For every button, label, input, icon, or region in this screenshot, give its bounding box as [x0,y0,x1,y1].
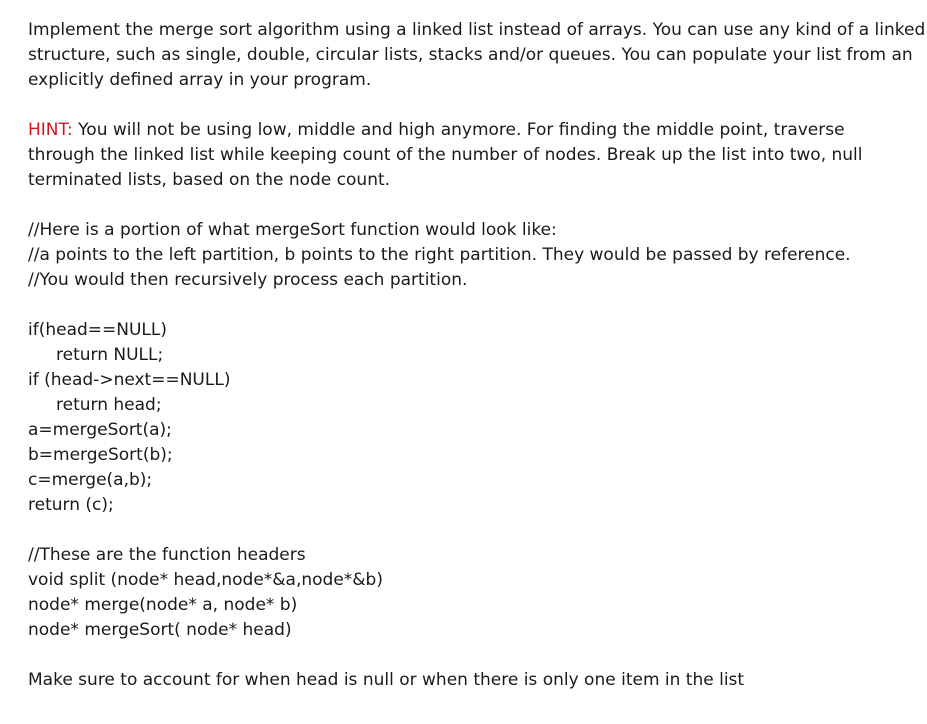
intro-paragraph [28,18,926,93]
hint-text: You will not be using low, middle and high anymore. For finding the middle point, traverse [72,120,845,140]
code-line: c=merge(a,b); [28,470,153,490]
spacer [28,293,918,318]
code-block [28,318,918,518]
footer-paragraph [28,668,918,693]
code-line: if (head->next==NULL) [28,370,231,390]
comment-line: //You would then recursively process each partition. [28,270,468,290]
function-header-line: void split (node* head,node*&a,node*&b) [28,570,383,590]
comment-line: //Here is a portion of what mergeSort function would look like: [28,220,557,240]
footer-line: Make sure to account for when head is null or when there is only one item in the list [28,670,745,690]
code-line: return NULL; [56,345,164,365]
function-headers-block [28,543,918,643]
header-comment-line: //These are the function headers [28,545,306,565]
intro-line: Implement the merge sort algorithm using a linked list instead of arrays. You can use any kind of a linked [28,20,926,40]
comment-block [28,218,918,293]
code-line: if(head==NULL) [28,320,168,340]
spacer [28,93,918,118]
hint-label: HINT: [28,120,73,140]
hint-paragraph [28,118,918,193]
code-line: return (c); [28,495,114,515]
spacer [28,643,918,668]
assignment-document [28,18,926,693]
hint-line: terminated lists, based on the node count. [28,170,391,190]
intro-line: structure, such as single, double, circular lists, stacks and/or queues. You can populate your list from an [28,45,913,65]
spacer [28,193,918,218]
intro-line: explicitly defined array in your program. [28,70,372,90]
spacer [28,518,918,543]
hint-line [28,118,918,143]
function-header-line: node* mergeSort( node* head) [28,620,292,640]
function-header-line: node* merge(node* a, node* b) [28,595,298,615]
hint-line: through the linked list while keeping count of the number of nodes. Break up the list into two, null [28,145,863,165]
code-line: b=mergeSort(b); [28,445,173,465]
comment-line: //a points to the left partition, b points to the right partition. They would be passed by reference. [28,245,851,265]
code-line: a=mergeSort(a); [28,420,172,440]
code-line: return head; [56,395,162,415]
